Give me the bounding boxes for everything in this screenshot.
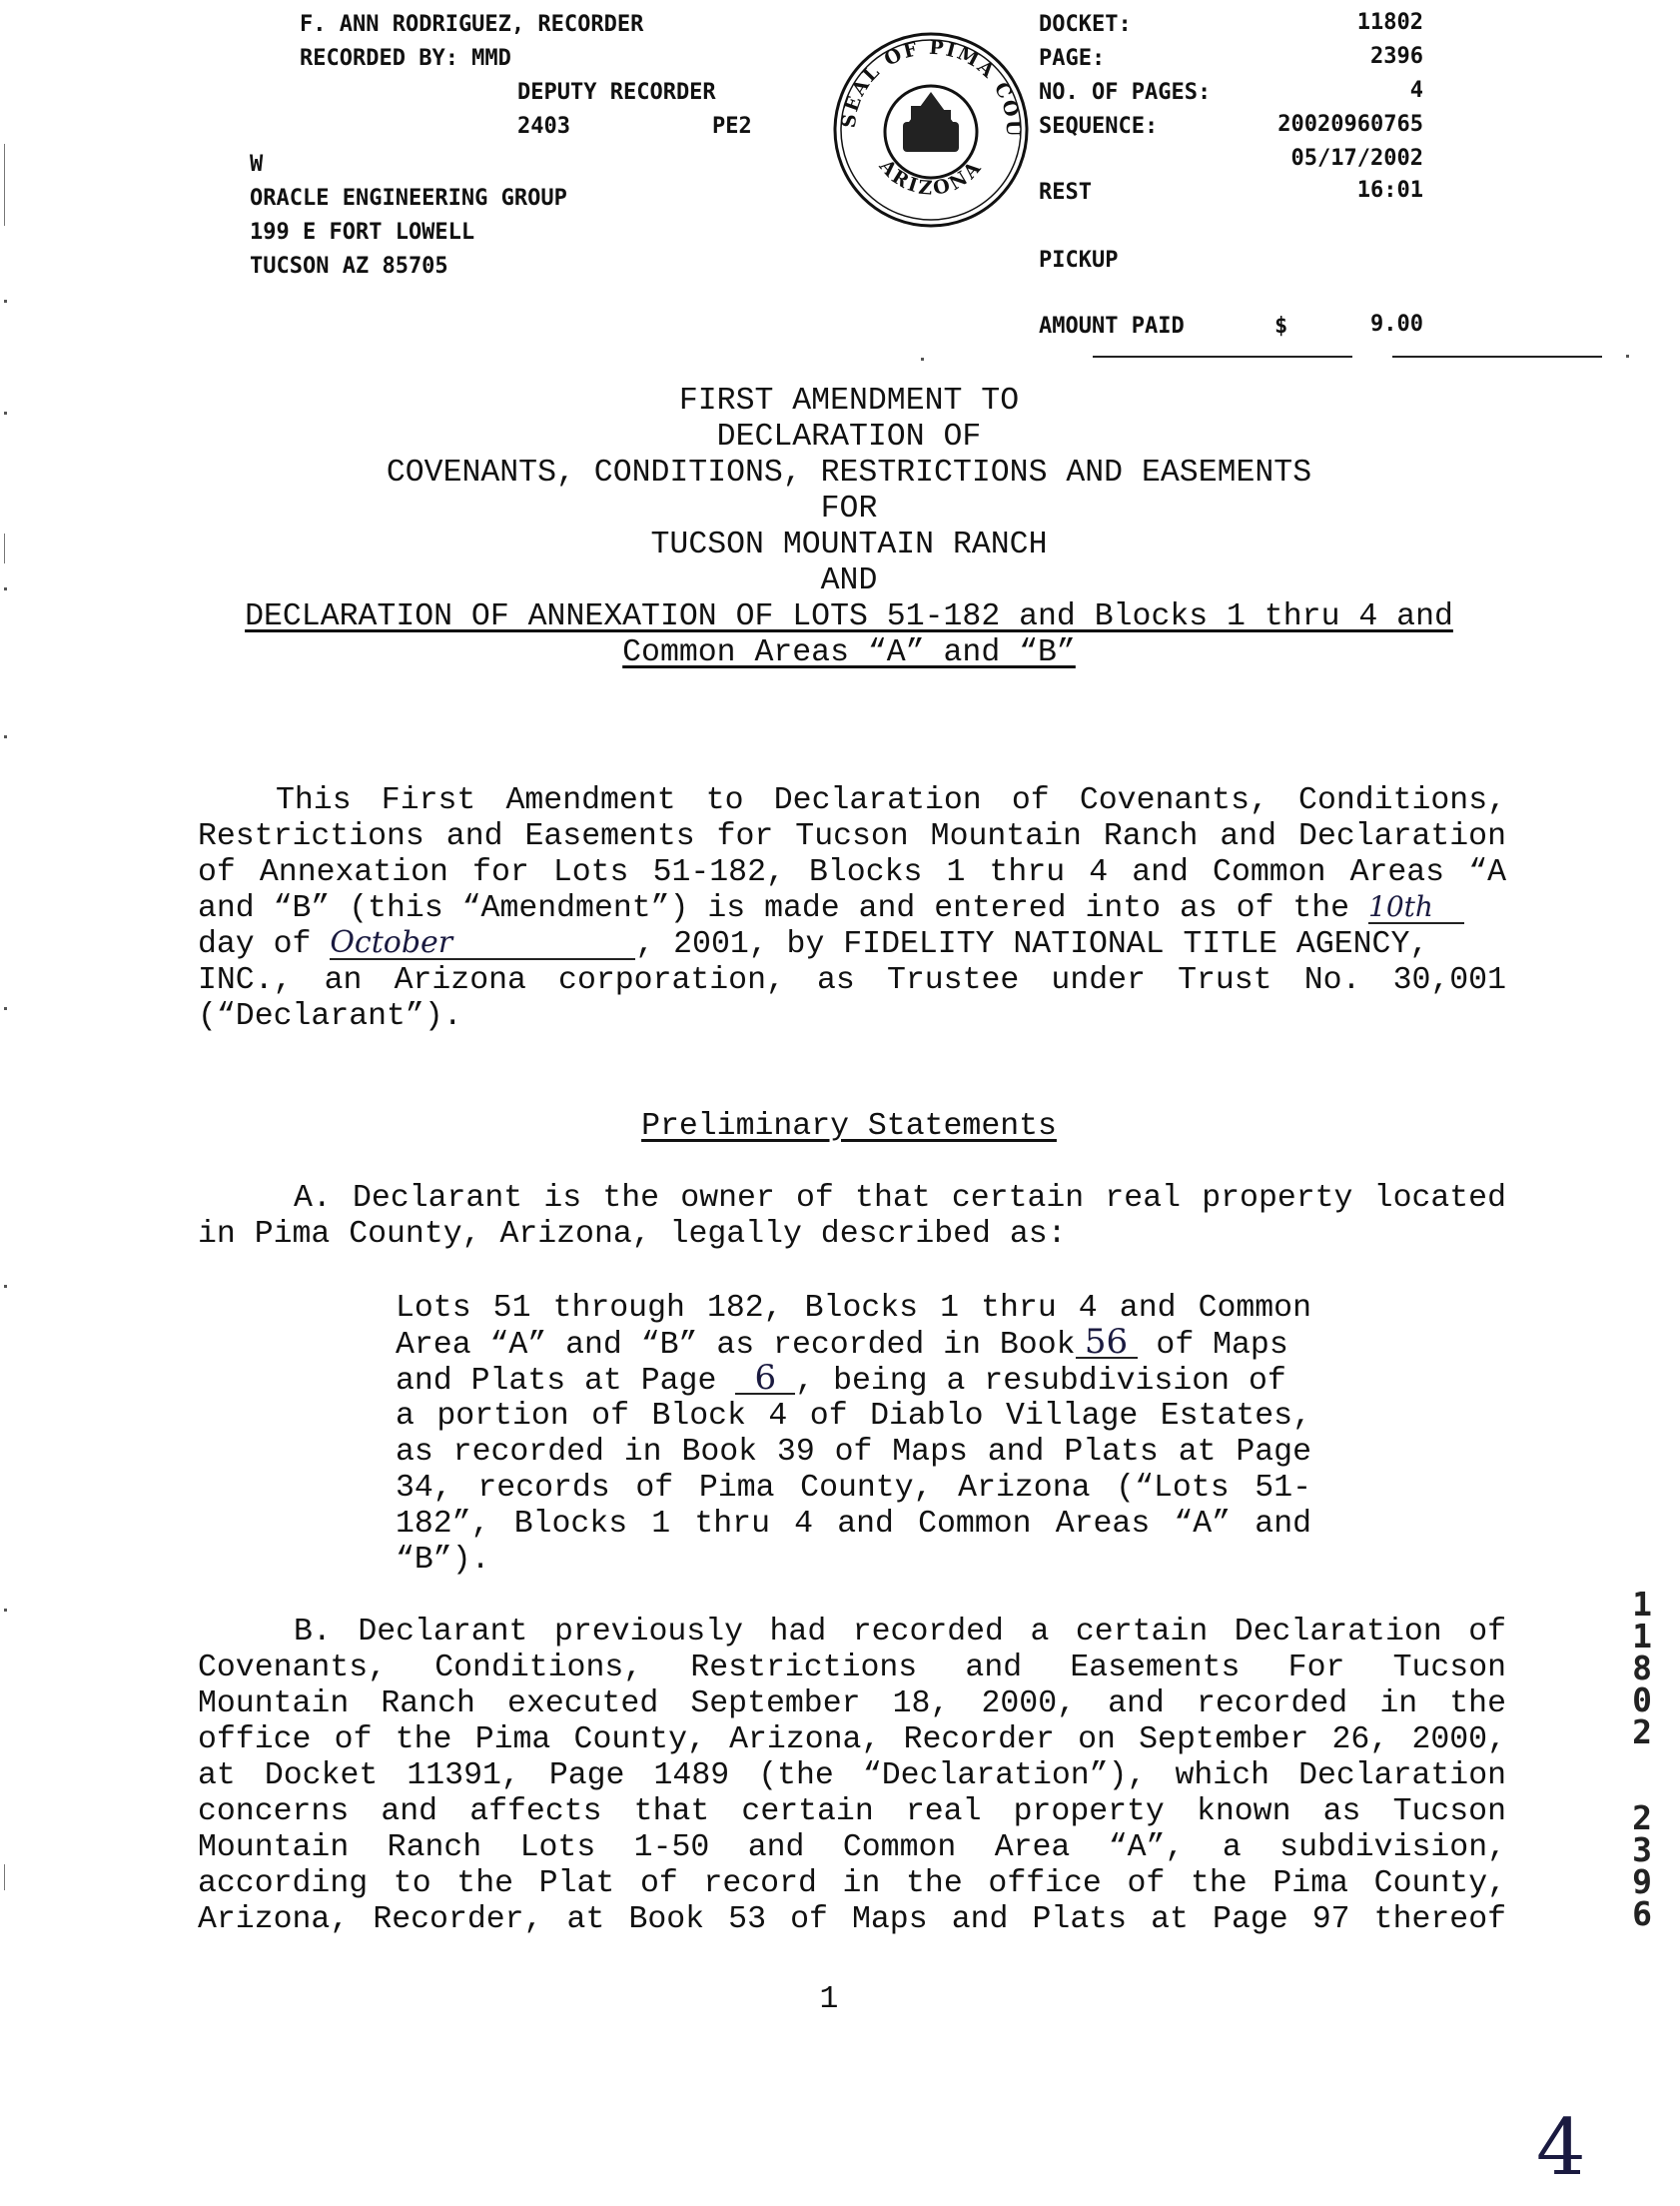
margin-digit: 2 [1632, 1712, 1652, 1751]
sequence-value: 20020960765 [1277, 112, 1423, 137]
scan-dot [4, 412, 7, 415]
title-line-1: FIRST AMENDMENT TO [678, 384, 1020, 419]
handwritten-page-count: 4 [1536, 2103, 1586, 2193]
legal-line-7: 182”, Blocks 1 thru 4 and Common Areas “A” and [396, 1507, 1311, 1542]
legal-line-1: Lots 51 through 182, Blocks 1 thru 4 and Common [396, 1291, 1311, 1326]
recorder-name: F. ANN RODRIGUEZ, RECORDER [300, 12, 644, 37]
margin-digit: 0 [1632, 1680, 1652, 1719]
intro-line-4-text: and “B” (this “Amendment”) is made and entered into as of the [198, 891, 1350, 926]
title-line-7 [0, 599, 1680, 635]
annexation-title: DECLARATION OF ANNEXATION OF LOTS 51-182 and Blocks 1 thru 4 and [245, 599, 1453, 634]
legal-line-3-text: and Plats at Page [396, 1364, 717, 1399]
title-line-2: DECLARATION OF [716, 420, 982, 455]
docket-value: 11802 [1356, 10, 1423, 35]
legal-line-2-end: of Maps [1156, 1328, 1288, 1363]
intro-line-6: INC., an Arizona corporation, as Trustee under Trust No. 30,001 [198, 963, 1506, 998]
scan-dot [4, 587, 7, 590]
intro-line-3: of Annexation for Lots 51-182, Blocks 1 thru 4 and Common Areas “A [198, 855, 1506, 890]
legal-line-4: a portion of Block 4 of Diablo Village Estates, [396, 1399, 1311, 1434]
title-line-5: TUCSON MOUNTAIN RANCH [650, 528, 1048, 562]
common-areas-title: Common Areas “A” and “B” [622, 635, 1076, 670]
scan-edge-line [4, 1864, 5, 1890]
stamp-divider [1093, 356, 1352, 358]
amount-paid-label: AMOUNT PAID [1039, 314, 1185, 339]
return-address-line3: TUCSON AZ 85705 [250, 254, 448, 279]
page-label: PAGE: [1039, 46, 1106, 71]
recorder-code-left: 2403 [517, 114, 570, 139]
return-address-line2: 199 E FORT LOWELL [250, 220, 475, 245]
margin-digit: 1 [1632, 1585, 1652, 1624]
county-seal [831, 30, 1031, 230]
margin-stamp [1624, 1585, 1660, 1933]
intro-line-1: This First Amendment to Declaration of Covenants, Conditions, [276, 783, 1506, 818]
return-marker: W [250, 152, 264, 177]
seal-bottom-text: ARIZONA [874, 155, 988, 200]
page-value: 2396 [1370, 44, 1423, 69]
para-a-line-1: A. Declarant is the owner of that certain real property located [294, 1181, 1506, 1216]
intro-line-2: Restrictions and Easements for Tucson Mountain Ranch and Declaration [198, 819, 1506, 854]
recorded-by: RECORDED BY: MMD [300, 46, 511, 71]
para-b-line-3: Mountain Ranch executed September 18, 2000, and recorded in the [198, 1686, 1506, 1721]
pages-value: 4 [1409, 78, 1423, 103]
scan-dot [4, 1609, 7, 1612]
recorder-code-right: PE2 [712, 114, 752, 139]
scan-dot [4, 1007, 7, 1010]
para-b-line-4: office of the Pima County, Arizona, Recorder on September 26, 2000, [198, 1722, 1506, 1757]
margin-digit: 3 [1632, 1830, 1652, 1869]
title-line-3: COVENANTS, CONDITIONS, RESTRICTIONS AND EASEMENTS [386, 456, 1312, 491]
para-b-line-6: concerns and affects that certain real property known as Tucson [198, 1794, 1506, 1829]
intro-line-5 [198, 927, 1428, 963]
legal-line-2 [396, 1322, 1311, 1364]
seal-top-text: SEAL OF PIMA COU [837, 36, 1025, 139]
para-b-line-1: B. Declarant previously had recorded a certain Declaration of [294, 1615, 1506, 1650]
handwritten-page-number: 6 [735, 1363, 795, 1395]
para-b-line-5: at Docket 11391, Page 1489 (the “Declaration”), which Declaration [198, 1758, 1506, 1793]
title-line-8 [0, 635, 1680, 671]
record-time: 16:01 [1356, 178, 1423, 203]
page-number: 1 [819, 1982, 839, 2017]
record-date: 05/17/2002 [1290, 146, 1423, 171]
margin-digit: 1 [1632, 1617, 1652, 1655]
amount-paid-value: 9.00 [1370, 312, 1423, 337]
para-b-line-8: according to the Plat of record in the office of the Pima County, [198, 1866, 1506, 1901]
handwritten-book-number: 56 [1076, 1327, 1138, 1359]
handwritten-month: October [330, 928, 635, 960]
handwritten-day: 10th [1368, 892, 1464, 924]
stamp-divider-right [1392, 356, 1602, 358]
para-b-line-7: Mountain Ranch Lots 1-50 and Common Area “A”, a subdivision, [198, 1830, 1506, 1865]
margin-digit: 6 [1632, 1894, 1652, 1933]
rest-label: REST [1039, 180, 1092, 205]
scan-dot [921, 358, 924, 361]
intro-line-4 [198, 891, 1464, 927]
scan-edge-line [4, 534, 5, 563]
scan-dot [4, 1285, 7, 1288]
legal-line-8: “B”). [396, 1543, 490, 1578]
intro-line-5-text: , 2001, by FIDELITY NATIONAL TITLE AGENCY, [635, 927, 1429, 962]
sequence-label: SEQUENCE: [1039, 114, 1159, 139]
pages-label: NO. OF PAGES: [1039, 80, 1212, 105]
preliminary-statements-heading: Preliminary Statements [641, 1109, 1057, 1144]
legal-line-5: as recorded in Book 39 of Maps and Plats at Page [396, 1435, 1311, 1470]
para-b-line-2: Covenants, Conditions, Restrictions and Easements For Tucson [198, 1651, 1506, 1685]
scan-edge-line [4, 144, 5, 226]
pickup-label: PICKUP [1039, 248, 1119, 273]
intro-day-of: day of [198, 927, 312, 962]
para-b-line-9: Arizona, Recorder, at Book 53 of Maps and Plats at Page 97 thereof [198, 1902, 1506, 1937]
margin-digit: 9 [1632, 1862, 1652, 1901]
intro-line-7: (“Declarant”). [198, 999, 462, 1034]
scan-dot [4, 300, 7, 303]
scan-dot [4, 735, 7, 738]
return-address-line1: ORACLE ENGINEERING GROUP [250, 186, 567, 211]
legal-line-2-text: Area “A” and “B” as recorded in Book [396, 1328, 1076, 1363]
para-a-line-2: in Pima County, Arizona, legally described as: [198, 1217, 1067, 1252]
section-heading [0, 1109, 1680, 1145]
legal-line-3-end: , being a resubdivision of [795, 1364, 1286, 1399]
amount-currency: $ [1274, 314, 1288, 339]
seal-icon [831, 30, 1031, 230]
deputy-recorder: DEPUTY RECORDER [517, 80, 716, 105]
title-line-4: FOR [820, 492, 878, 527]
legal-line-3 [396, 1358, 1311, 1400]
margin-digit: 8 [1632, 1649, 1652, 1687]
scan-dot [1626, 355, 1629, 358]
legal-line-6: 34, records of Pima County, Arizona (“Lots 51- [396, 1471, 1311, 1506]
margin-digit: 2 [1632, 1798, 1652, 1837]
title-line-6: AND [820, 563, 878, 598]
docket-label: DOCKET: [1039, 12, 1132, 37]
